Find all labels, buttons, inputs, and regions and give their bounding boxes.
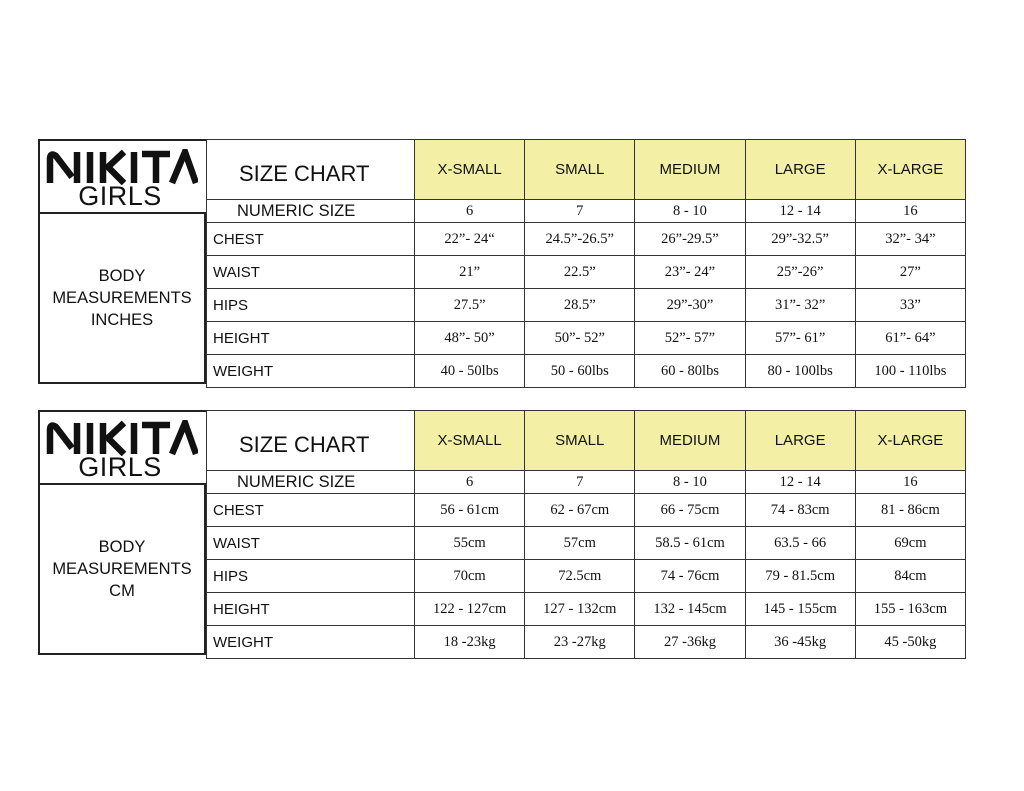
brand-sub-label: GIRLS [78, 452, 162, 482]
measurement-value: 29”-32.5” [745, 223, 855, 256]
numeric-size-value: 6 [415, 200, 525, 223]
table-row [207, 289, 966, 322]
measurement-value: 58.5 - 61cm [635, 527, 745, 560]
numeric-size-value: 7 [525, 200, 635, 223]
size-chart-title: SIZE CHART [207, 411, 415, 471]
measurement-value: 132 - 145cm [635, 593, 745, 626]
measurement-value: 56 - 61cm [415, 494, 525, 527]
numeric-size-row [207, 200, 966, 223]
measurement-value: 22”- 24“ [415, 223, 525, 256]
measurement-value: 57”- 61” [745, 322, 855, 355]
table-row [207, 560, 966, 593]
numeric-size-row [207, 471, 966, 494]
nikita-logo [46, 149, 198, 185]
measurement-value: 24.5”-26.5” [525, 223, 635, 256]
measurement-label: HIPS [207, 289, 415, 322]
measurement-value: 66 - 75cm [635, 494, 745, 527]
measurement-value: 32”- 34” [855, 223, 965, 256]
numeric-size-value: 6 [415, 471, 525, 494]
measurement-label: WEIGHT [207, 355, 415, 388]
measurement-value: 48”- 50” [415, 322, 525, 355]
measurement-value: 26”-29.5” [635, 223, 745, 256]
table-row [207, 527, 966, 560]
size-header: SMALL [525, 140, 635, 200]
numeric-size-value: 7 [525, 471, 635, 494]
numeric-size-value: 16 [855, 471, 965, 494]
measurement-value: 84cm [855, 560, 965, 593]
measurement-value: 27 -36kg [635, 626, 745, 659]
measurement-value: 100 - 110lbs [855, 355, 965, 388]
measurement-value: 62 - 67cm [525, 494, 635, 527]
body-label-line: MEASUREMENTS [52, 289, 192, 307]
measurement-value: 50 - 60lbs [525, 355, 635, 388]
table-header-row [207, 411, 966, 471]
nikita-logo-icon [46, 420, 198, 456]
measurement-value: 61”- 64” [855, 322, 965, 355]
measurement-value: 70cm [415, 560, 525, 593]
table-row [207, 322, 966, 355]
size-header: MEDIUM [635, 411, 745, 471]
size-header: X-LARGE [855, 140, 965, 200]
size-header: SMALL [525, 411, 635, 471]
measurement-value: 18 -23kg [415, 626, 525, 659]
nikita-logo-icon [46, 149, 198, 185]
size-table [206, 410, 966, 659]
size-header: LARGE [745, 140, 855, 200]
body-label-line: BODY [98, 267, 146, 285]
measurement-value: 25”-26” [745, 256, 855, 289]
measurement-value: 21” [415, 256, 525, 289]
table-row [207, 223, 966, 256]
measurement-value: 50”- 52” [525, 322, 635, 355]
body-measurements-label [38, 214, 206, 384]
measurement-value: 127 - 132cm [525, 593, 635, 626]
measurement-label: WAIST [207, 527, 415, 560]
size-table [206, 139, 966, 388]
measurement-label: HEIGHT [207, 322, 415, 355]
size-header: X-LARGE [855, 411, 965, 471]
measurement-value: 72.5cm [525, 560, 635, 593]
measurement-value: 33” [855, 289, 965, 322]
measurement-value: 45 -50kg [855, 626, 965, 659]
measurement-value: 40 - 50lbs [415, 355, 525, 388]
measurement-value: 63.5 - 66 [745, 527, 855, 560]
table-header-row [207, 140, 966, 200]
measurement-value: 29”-30” [635, 289, 745, 322]
measurement-value: 79 - 81.5cm [745, 560, 855, 593]
table-row [207, 256, 966, 289]
numeric-size-value: 12 - 14 [745, 200, 855, 223]
numeric-size-value: 8 - 10 [635, 200, 745, 223]
measurement-value: 23 -27kg [525, 626, 635, 659]
measurement-label: CHEST [207, 223, 415, 256]
measurement-value: 27.5” [415, 289, 525, 322]
numeric-size-label: NUMERIC SIZE [207, 200, 415, 223]
numeric-size-value: 12 - 14 [745, 471, 855, 494]
measurement-label: HIPS [207, 560, 415, 593]
measurement-label: HEIGHT [207, 593, 415, 626]
measurement-value: 74 - 83cm [745, 494, 855, 527]
measurement-value: 27” [855, 256, 965, 289]
body-label-line: INCHES [90, 311, 154, 329]
measurement-value: 36 -45kg [745, 626, 855, 659]
measurement-value: 28.5” [525, 289, 635, 322]
measurement-value: 155 - 163cm [855, 593, 965, 626]
measurement-value: 80 - 100lbs [745, 355, 855, 388]
numeric-size-value: 16 [855, 200, 965, 223]
measurement-value: 74 - 76cm [635, 560, 745, 593]
numeric-size-label: NUMERIC SIZE [207, 471, 415, 494]
table-row [207, 494, 966, 527]
size-chart-inches [38, 139, 966, 384]
brand-block [38, 139, 206, 214]
measurement-label: WEIGHT [207, 626, 415, 659]
brand-block [38, 410, 206, 485]
body-label-line: MEASUREMENTS [52, 560, 192, 578]
size-header: X-SMALL [415, 140, 525, 200]
measurement-value: 60 - 80lbs [635, 355, 745, 388]
measurement-value: 31”- 32” [745, 289, 855, 322]
measurement-value: 23”- 24” [635, 256, 745, 289]
table-row [207, 355, 966, 388]
size-chart-cm [38, 410, 966, 655]
nikita-logo [46, 420, 198, 456]
brand-sub-label: GIRLS [78, 181, 162, 211]
body-label-line: BODY [98, 538, 146, 556]
numeric-size-value: 8 - 10 [635, 471, 745, 494]
measurement-value: 145 - 155cm [745, 593, 855, 626]
measurement-value: 57cm [525, 527, 635, 560]
table-row [207, 626, 966, 659]
size-header: MEDIUM [635, 140, 745, 200]
measurement-label: WAIST [207, 256, 415, 289]
measurement-value: 22.5” [525, 256, 635, 289]
measurement-value: 52”- 57” [635, 322, 745, 355]
measurement-value: 81 - 86cm [855, 494, 965, 527]
table-row [207, 593, 966, 626]
measurement-value: 122 - 127cm [415, 593, 525, 626]
measurement-value: 69cm [855, 527, 965, 560]
size-header: LARGE [745, 411, 855, 471]
measurement-label: CHEST [207, 494, 415, 527]
size-header: X-SMALL [415, 411, 525, 471]
size-chart-title: SIZE CHART [207, 140, 415, 200]
body-label-line: CM [109, 582, 135, 600]
measurement-value: 55cm [415, 527, 525, 560]
body-measurements-label [38, 485, 206, 655]
